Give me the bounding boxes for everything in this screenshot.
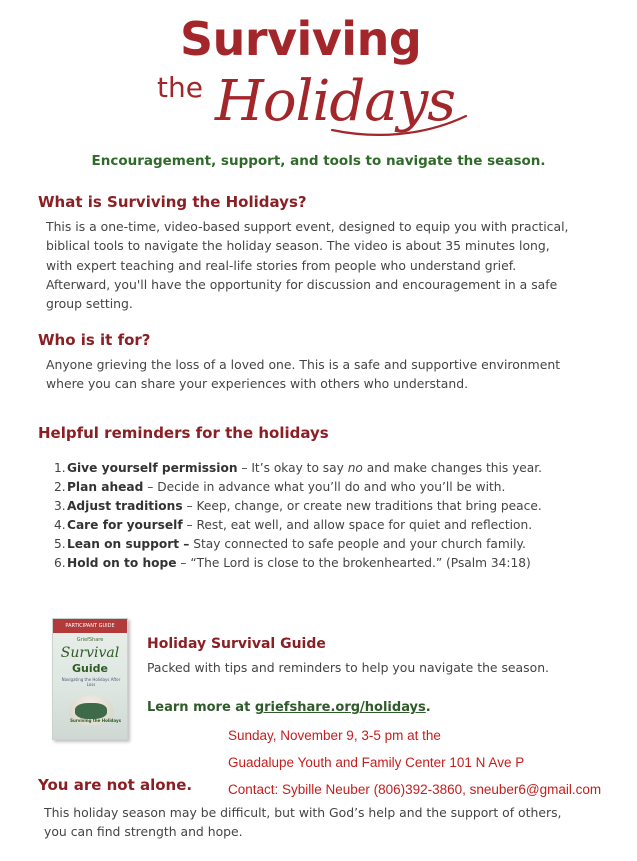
item-text-tail: and make changes this year. xyxy=(362,461,543,475)
item-number: 1. xyxy=(54,461,66,475)
item-label: Give yourself permission xyxy=(67,461,238,475)
item-number: 2. xyxy=(54,480,66,494)
learn-more-suffix: . xyxy=(425,700,431,715)
who-line: Anyone grieving the loss of a loved one. This is a safe and supportive environment xyxy=(46,357,561,372)
item-label: Hold on to hope xyxy=(67,556,177,570)
what-line: with expert teaching and real-life stories from people who understand grief. xyxy=(46,257,517,273)
what-heading: What is Surviving the Holidays? xyxy=(38,193,307,211)
who-heading: Who is it for? xyxy=(38,331,151,349)
what-paragraph xyxy=(46,217,616,313)
event-contact: Contact: Sybille Neuber (806)392-3860, sneuber6@gmail.com xyxy=(228,782,602,797)
item-text: – Keep, change, or create new traditions that bring peace. xyxy=(182,499,542,513)
book-tag: Surviving the Holidays xyxy=(70,718,121,723)
book-title-secondary: Guide xyxy=(72,662,108,675)
item-label: Care for yourself xyxy=(67,518,183,532)
list-item xyxy=(54,516,624,535)
item-text: Stay connected to safe people and your church family. xyxy=(189,537,526,551)
item-text: – Rest, eat well, and allow space for quiet and reflection. xyxy=(182,518,533,532)
item-number: 6. xyxy=(54,556,66,570)
item-number: 4. xyxy=(54,518,66,532)
book-subtitle: Navigating the Holidays After Loss xyxy=(61,677,121,687)
list-item xyxy=(54,535,624,554)
title-holidays: Holidays xyxy=(215,69,455,134)
closing-line: you can find strength and hope. xyxy=(44,824,243,840)
title-surviving: Surviving xyxy=(180,12,422,66)
title-the: the xyxy=(157,71,203,104)
griefshare-link[interactable]: griefshare.org/holidays xyxy=(254,700,426,715)
who-paragraph xyxy=(46,355,616,394)
list-item xyxy=(54,478,624,497)
survival-guide-book-cover xyxy=(52,618,128,740)
book-band xyxy=(53,619,127,633)
what-line: group setting. xyxy=(46,296,133,312)
list-item xyxy=(54,459,624,478)
item-number: 5. xyxy=(54,537,66,551)
learn-more-prefix: Learn more at xyxy=(147,700,255,715)
what-line: biblical tools to navigate the holiday season. The video is about 35 minutes long, xyxy=(46,238,550,254)
tagline: Encouragement, support, and tools to navigate the season. xyxy=(91,153,546,169)
list-item xyxy=(54,554,624,573)
item-label: Lean on support – xyxy=(67,537,190,551)
not-alone-heading: You are not alone. xyxy=(38,776,193,794)
guide-description: Packed with tips and reminders to help you navigate the season. xyxy=(147,660,549,675)
what-line: Afterward, you'll have the opportunity for discussion and encouragement in a safe xyxy=(46,276,558,292)
reminders-heading: Helpful reminders for the holidays xyxy=(38,424,329,442)
what-line: This is a one-time, video-based support event, designed to equip you with practical, xyxy=(46,219,569,234)
item-label: Plan ahead xyxy=(67,480,144,494)
title-swash-decoration xyxy=(330,110,470,140)
book-logo: GriefShare xyxy=(76,637,104,643)
reminders-list xyxy=(54,459,624,573)
item-emphasis: no xyxy=(347,461,363,475)
item-number: 3. xyxy=(54,499,66,513)
book-title: Survival xyxy=(60,645,120,661)
closing-paragraph xyxy=(44,803,614,842)
item-text: – It’s okay to say xyxy=(237,461,348,475)
who-line: where you can share your experiences with others who understand. xyxy=(46,376,469,392)
item-text: – Decide in advance what you’ll do and who you’ll be with. xyxy=(143,480,506,494)
item-label: Adjust traditions xyxy=(67,499,183,513)
event-place: Guadalupe Youth and Family Center 101 N Ave P xyxy=(228,755,525,770)
learn-more xyxy=(147,700,431,715)
book-band-label: PARTICIPANT GUIDE xyxy=(65,623,115,629)
event-date: Sunday, November 9, 3-5 pm at the xyxy=(228,728,441,743)
hands-image xyxy=(75,703,107,719)
list-item xyxy=(54,497,624,516)
closing-line: This holiday season may be difficult, but with God’s help and the support of others, xyxy=(44,805,562,820)
item-text: – “The Lord is close to the brokenhearted.” (Psalm 34:18) xyxy=(176,556,531,570)
guide-title: Holiday Survival Guide xyxy=(147,636,326,652)
